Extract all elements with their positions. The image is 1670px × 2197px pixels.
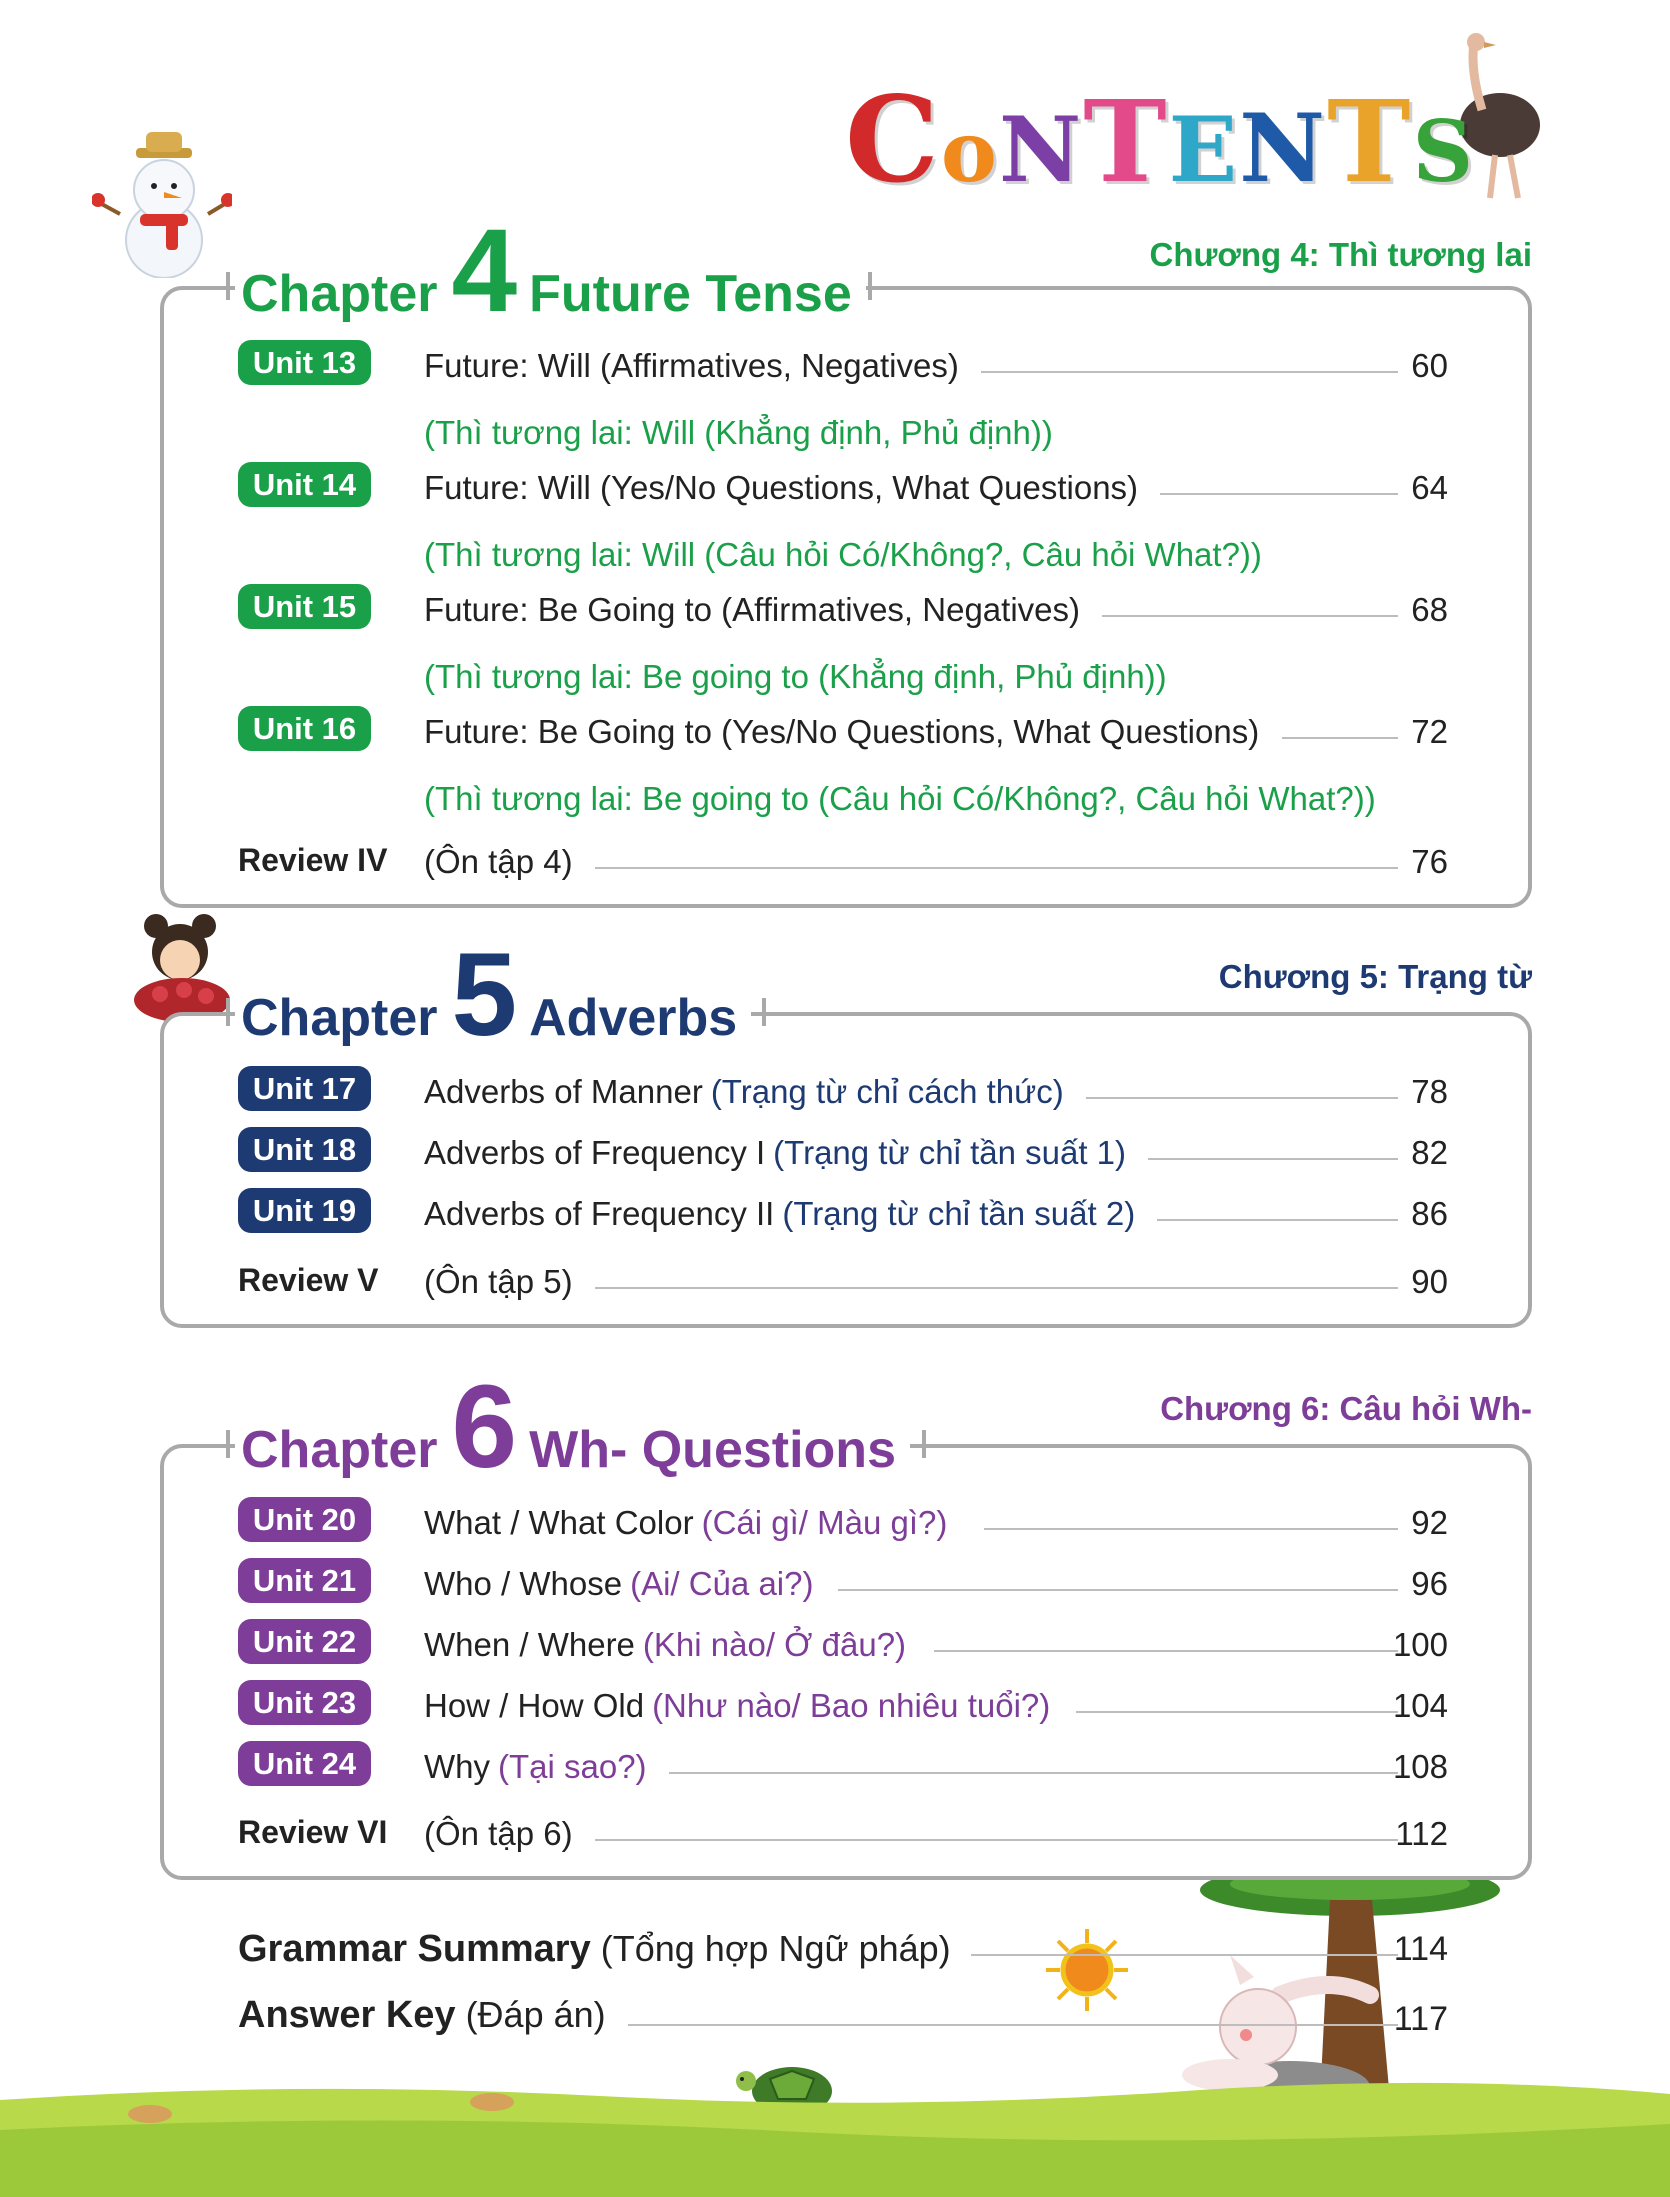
toc-row-review-6[interactable] <box>238 1808 1458 1858</box>
page-number: 76 <box>1411 843 1448 880</box>
chapter-5-cap-right <box>762 998 766 1026</box>
unit-badge: Unit 15 <box>238 584 371 629</box>
toc-row-unit-18[interactable] <box>238 1127 1458 1177</box>
grass-ground <box>0 2060 1670 2197</box>
toc-row-unit-23[interactable] <box>238 1680 1458 1730</box>
title-letter: E <box>1168 97 1240 203</box>
snowman-icon <box>92 128 232 278</box>
chapter-5-subtitle: Chương 5: Trạng từ <box>1218 958 1532 995</box>
chapter-word: Chapter <box>241 265 438 323</box>
extra-title <box>238 1994 626 2037</box>
leader-line <box>1142 1219 1398 1221</box>
unit-title-en: Why <box>424 1748 490 1785</box>
leader-line <box>1282 737 1398 739</box>
unit-badge: Unit 19 <box>238 1188 371 1233</box>
unit-title-vi: (Như nào/ Bao nhiêu tuổi?) <box>652 1687 1051 1724</box>
unit-badge: Unit 23 <box>238 1680 371 1725</box>
chapter-name: Wh- Questions <box>529 1421 896 1479</box>
extra-title-en: Grammar Summary <box>238 1928 591 1970</box>
unit-16-vietnamese: (Thì tương lai: Be going to (Câu hỏi Có/Không?, Câu hỏi What?)) <box>424 780 1376 817</box>
girl-with-flowers-icon <box>126 912 236 1022</box>
unit-title-en: When / Where <box>424 1626 635 1663</box>
chapter-4-heading <box>235 205 866 337</box>
review-label: Review V <box>238 1262 379 1298</box>
chapter-6-cap-left <box>226 1430 230 1458</box>
chapter-word: Chapter <box>241 1421 438 1479</box>
unit-title <box>424 1134 1148 1172</box>
unit-15-vietnamese: (Thì tương lai: Be going to (Khẳng định, Phủ định)) <box>424 658 1167 695</box>
leader-line <box>628 2024 1398 2026</box>
page-number: 78 <box>1411 1073 1448 1110</box>
leader-line <box>978 371 1398 373</box>
unit-title <box>424 1195 1157 1233</box>
toc-row-review-5[interactable] <box>238 1256 1458 1306</box>
title-letter: o <box>940 102 999 201</box>
extra-title-vi: (Tổng hợp Ngữ pháp) <box>600 1928 951 1969</box>
chapter-6-heading <box>235 1361 910 1493</box>
unit-badge: Unit 22 <box>238 1619 371 1664</box>
unit-title-vi: (Cái gì/ Màu gì?) <box>701 1504 948 1541</box>
page-number: 68 <box>1411 591 1448 628</box>
toc-row-answer-key[interactable] <box>238 1994 1458 2044</box>
page-number: 60 <box>1411 347 1448 384</box>
leader-line <box>590 1839 1398 1841</box>
page-number: 104 <box>1392 1687 1448 1724</box>
chapter-6-subtitle: Chương 6: Câu hỏi Wh- <box>1160 1390 1532 1427</box>
contents-title <box>845 70 1475 209</box>
unit-badge: Unit 16 <box>238 706 371 751</box>
page-number: 117 <box>1393 2000 1448 2038</box>
unit-title-en: What / What Color <box>424 1504 694 1541</box>
leader-line <box>590 1287 1398 1289</box>
extra-title-en: Answer Key <box>238 1994 456 2036</box>
chapter-5-heading <box>235 929 751 1061</box>
unit-title-vi: (Khi nào/ Ở đâu?) <box>642 1626 907 1663</box>
toc-row-unit-13[interactable] <box>238 340 1458 390</box>
unit-badge: Unit 20 <box>238 1497 371 1542</box>
unit-title <box>424 1565 835 1603</box>
chapter-6-cap-right <box>922 1430 926 1458</box>
title-letter: T <box>1327 77 1413 208</box>
toc-row-unit-17[interactable] <box>238 1066 1458 1116</box>
title-letter: T <box>1083 77 1169 208</box>
page-number: 72 <box>1411 713 1448 750</box>
toc-row-unit-16[interactable] <box>238 706 1458 756</box>
unit-title: Future: Be Going to (Yes/No Questions, What Questions) <box>424 713 1281 751</box>
chapter-number: 5 <box>451 929 518 1061</box>
review-vietnamese: (Ôn tập 4) <box>424 843 595 881</box>
toc-row-unit-24[interactable] <box>238 1741 1458 1791</box>
unit-title-vi: (Trạng từ chỉ tần suất 1) <box>773 1134 1127 1171</box>
unit-badge: Unit 14 <box>238 462 371 507</box>
chapter-4-cap-right <box>868 272 872 300</box>
chapter-word: Chapter <box>241 989 438 1047</box>
unit-title: Future: Will (Yes/No Questions, What Questions) <box>424 469 1160 507</box>
unit-badge: Unit 18 <box>238 1127 371 1172</box>
toc-row-unit-14[interactable] <box>238 462 1458 512</box>
chapter-4-cap-left <box>226 272 230 300</box>
chapter-name: Adverbs <box>529 989 738 1047</box>
unit-badge: Unit 17 <box>238 1066 371 1111</box>
review-vietnamese: (Ôn tập 5) <box>424 1263 595 1301</box>
unit-title-en: Who / Whose <box>424 1565 623 1602</box>
unit-badge: Unit 24 <box>238 1741 371 1786</box>
leader-line <box>984 1528 1398 1530</box>
toc-row-grammar-summary[interactable] <box>238 1928 1458 1978</box>
unit-title-vi: (Ai/ Của ai?) <box>630 1565 814 1602</box>
chapter-4-subtitle: Chương 4: Thì tương lai <box>1149 236 1532 273</box>
unit-badge: Unit 13 <box>238 340 371 385</box>
leader-line <box>934 1650 1398 1652</box>
unit-title <box>424 1626 928 1664</box>
leader-line <box>1084 1097 1398 1099</box>
unit-title <box>424 1504 969 1542</box>
toc-row-unit-22[interactable] <box>238 1619 1458 1669</box>
unit-title-en: How / How Old <box>424 1687 645 1724</box>
extra-title <box>238 1928 971 1971</box>
page-number: 92 <box>1411 1504 1448 1541</box>
extra-title-vi: (Đáp án) <box>465 1994 606 2035</box>
toc-row-unit-21[interactable] <box>238 1558 1458 1608</box>
leader-line <box>838 1589 1398 1591</box>
page-number: 86 <box>1411 1195 1448 1232</box>
title-letter: N <box>998 97 1084 203</box>
title-letter: N <box>1239 94 1328 204</box>
review-label: Review VI <box>238 1814 388 1850</box>
unit-title <box>424 1687 1072 1725</box>
page-number: 64 <box>1411 469 1448 506</box>
leader-line <box>958 1954 1398 1956</box>
unit-title <box>424 1073 1086 1111</box>
unit-title: Future: Will (Affirmatives, Negatives) <box>424 347 981 385</box>
leader-line <box>1122 1158 1398 1160</box>
leader-line <box>1098 615 1398 617</box>
page-number: 108 <box>1392 1748 1448 1785</box>
page-number: 82 <box>1411 1134 1448 1171</box>
chapter-5-cap-left <box>226 998 230 1026</box>
chapter-number: 4 <box>451 205 518 337</box>
unit-title-en: Adverbs of Manner <box>424 1073 703 1110</box>
unit-title-en: Adverbs of Frequency I <box>424 1134 766 1171</box>
unit-14-vietnamese: (Thì tương lai: Will (Câu hỏi Có/Không?, Câu hỏi What?)) <box>424 536 1262 573</box>
unit-13-vietnamese: (Thì tương lai: Will (Khẳng định, Phủ định)) <box>424 414 1053 451</box>
page-number: 112 <box>1395 1815 1448 1852</box>
unit-title-en: Adverbs of Frequency II <box>424 1195 775 1232</box>
unit-badge: Unit 21 <box>238 1558 371 1603</box>
page-number: 96 <box>1411 1565 1448 1602</box>
unit-title-vi: (Trạng từ chỉ cách thức) <box>710 1073 1064 1110</box>
toc-row-review-4[interactable] <box>238 836 1458 886</box>
review-vietnamese: (Ôn tập 6) <box>424 1815 595 1853</box>
unit-title-vi: (Trạng từ chỉ tần suất 2) <box>782 1195 1136 1232</box>
leader-line <box>590 867 1398 869</box>
toc-row-unit-19[interactable] <box>238 1188 1458 1238</box>
leader-line <box>1076 1711 1398 1713</box>
page-number: 100 <box>1392 1626 1448 1663</box>
unit-title: Future: Be Going to (Affirmatives, Negatives) <box>424 591 1102 629</box>
chapter-name: Future Tense <box>529 265 852 323</box>
toc-row-unit-20[interactable] <box>238 1497 1458 1547</box>
leader-line <box>664 1772 1398 1774</box>
unit-title-vi: (Tại sao?) <box>498 1748 647 1785</box>
page-number: 114 <box>1393 1930 1448 1968</box>
title-letter: S <box>1412 102 1476 201</box>
leader-line <box>1158 493 1398 495</box>
review-label: Review IV <box>238 842 388 878</box>
chapter-number: 6 <box>451 1361 518 1493</box>
toc-row-unit-15[interactable] <box>238 584 1458 634</box>
unit-title <box>424 1748 669 1786</box>
page-number: 90 <box>1411 1263 1448 1300</box>
title-letter: C <box>845 70 941 209</box>
